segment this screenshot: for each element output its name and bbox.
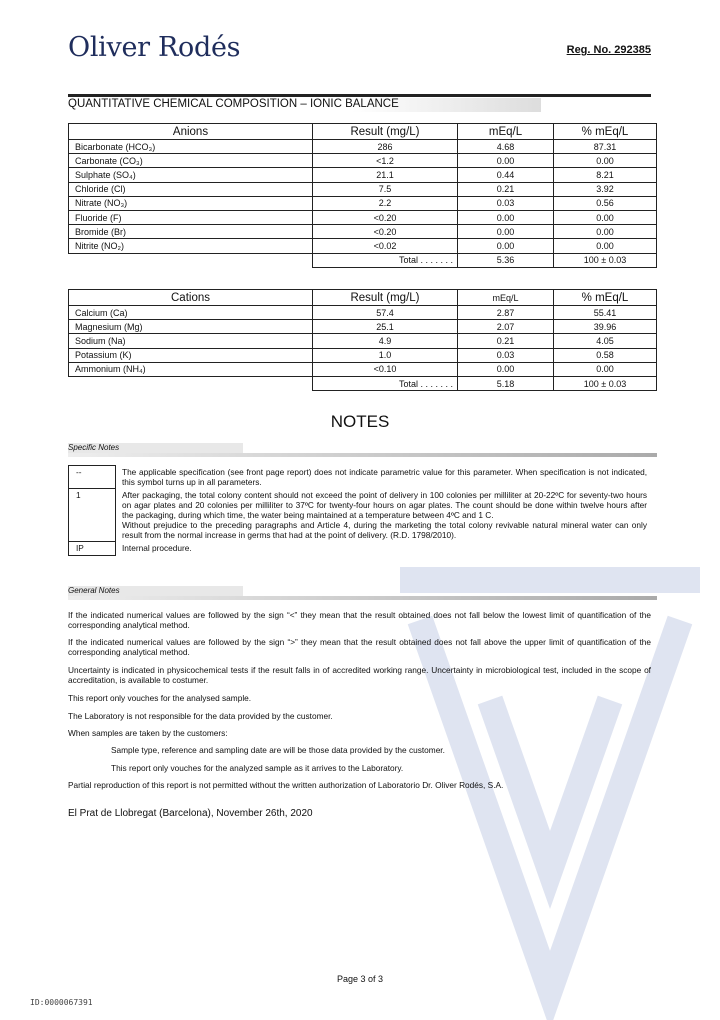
cations-header-row	[69, 290, 657, 306]
table-row	[69, 362, 657, 376]
note-row	[69, 466, 652, 489]
ion-result: 25.1	[313, 320, 458, 334]
general-note-paragraph: If the indicated numerical values are followed by the sign “<” they mean that the result obtained does not fall below the lowest limit of quantification of the corresponding analytical method.	[68, 610, 651, 630]
note-key: IP	[69, 542, 116, 556]
ion-pct: 0.00	[554, 210, 657, 224]
ion-result: 57.4	[313, 306, 458, 320]
ion-result: 1.0	[313, 348, 458, 362]
ion-meq: 0.03	[458, 196, 554, 210]
ion-name: Bromide (Br)	[69, 225, 313, 239]
note-text-continued: Without prejudice to the preceding paragraphs and Article 4, during the marketing the total colony revivable natural mineral water can only result from the normal increase in germs that had at the point of delivery. (R.D. 1798/2010).	[122, 519, 647, 540]
ion-result: 286	[313, 140, 458, 154]
ion-name: Bicarbonate (HCO₃)	[69, 140, 313, 154]
ion-result: 2.2	[313, 196, 458, 210]
ion-pct: 0.58	[554, 348, 657, 362]
ion-name: Chloride (Cl)	[69, 182, 313, 196]
general-note-paragraph: The Laboratory is not responsible for the data provided by the customer.	[68, 711, 333, 721]
ion-pct: 87.31	[554, 140, 657, 154]
total-pct: 100 ± 0.03	[554, 376, 657, 390]
ion-meq: 0.21	[458, 182, 554, 196]
table-row	[69, 239, 657, 253]
ion-meq: 2.07	[458, 320, 554, 334]
meq-header: mEq/L	[458, 290, 554, 306]
result-header: Result (mg/L)	[313, 124, 458, 140]
notes-title: NOTES	[330, 412, 390, 431]
ion-pct: 3.92	[554, 182, 657, 196]
ion-meq: 2.87	[458, 306, 554, 320]
total-meq: 5.18	[458, 376, 554, 390]
ion-pct: 55.41	[554, 306, 657, 320]
anions-total-row	[69, 253, 657, 267]
ion-result: <0.20	[313, 225, 458, 239]
ion-name: Sulphate (SO₄)	[69, 168, 313, 182]
general-note-paragraph: Uncertainty is indicated in physicochemical tests if the result falls in of accredited working range. Uncertainty in microbiological test, included in the scope of accreditation, is available to costumer.	[68, 665, 651, 685]
ion-name: Calcium (Ca)	[69, 306, 313, 320]
ion-pct: 0.00	[554, 225, 657, 239]
total-meq: 5.36	[458, 253, 554, 267]
table-row	[69, 154, 657, 168]
table-row	[69, 196, 657, 210]
general-notes-heading	[68, 586, 657, 597]
note-key: 1	[69, 489, 116, 542]
table-row	[69, 210, 657, 224]
general-note-paragraph: If the indicated numerical values are followed by the sign “>” they mean that the result obtained does not fall above the upper limit of quantification of the corresponding analytical method.	[68, 637, 651, 657]
ion-pct: 4.05	[554, 334, 657, 348]
table-row	[69, 168, 657, 182]
registration-number: Reg. No. 292385	[566, 44, 651, 56]
document-id: ID:0000067391	[30, 998, 93, 1007]
general-note-paragraph: When samples are taken by the customers:	[68, 728, 228, 738]
company-logo: Oliver Rodés	[68, 32, 241, 63]
anions-table	[68, 123, 657, 268]
ion-meq: 0.44	[458, 168, 554, 182]
result-header: Result (mg/L)	[313, 290, 458, 306]
ion-pct: 0.00	[554, 154, 657, 168]
cations-header: Cations	[69, 290, 313, 306]
note-row	[69, 542, 652, 556]
ion-meq: 0.00	[458, 225, 554, 239]
ion-name: Nitrite (NO₂)	[69, 239, 313, 253]
ion-meq: 0.00	[458, 362, 554, 376]
ion-pct: 0.00	[554, 362, 657, 376]
ion-result: <1.2	[313, 154, 458, 168]
general-note-paragraph: Partial reproduction of this report is not permitted without the written authorization of Laboratorio Dr. Oliver Rodés, S.A.	[68, 780, 504, 790]
table-row	[69, 140, 657, 154]
ion-meq: 0.00	[458, 154, 554, 168]
ion-name: Magnesium (Mg)	[69, 320, 313, 334]
ion-meq: 0.21	[458, 334, 554, 348]
page-number: Page 3 of 3	[336, 974, 384, 984]
ion-name: Nitrate (NO₃)	[69, 196, 313, 210]
section-title: QUANTITATIVE CHEMICAL COMPOSITION – IONIC BALANCE	[68, 98, 399, 110]
table-row	[69, 182, 657, 196]
ion-name: Fluoride (F)	[69, 210, 313, 224]
ion-pct: 39.96	[554, 320, 657, 334]
note-text: The applicable specification (see front page report) does not indicate parametric value for this parameter. When specification is not indicated, this symbol turns up in all parameters.	[116, 466, 652, 489]
cations-table	[68, 289, 657, 391]
ion-name: Potassium (K)	[69, 348, 313, 362]
general-notes-label: General Notes	[68, 586, 120, 595]
ion-meq: 4.68	[458, 140, 554, 154]
anions-header: Anions	[69, 124, 313, 140]
total-label: Total . . . . . . .	[313, 376, 458, 390]
ion-result: 21.1	[313, 168, 458, 182]
total-pct: 100 ± 0.03	[554, 253, 657, 267]
ion-pct: 0.00	[554, 239, 657, 253]
table-row	[69, 348, 657, 362]
general-note-indented: This report only vouches for the analyzed sample as it arrives to the Laboratory.	[111, 763, 404, 773]
pct-meq-header: % mEq/L	[554, 290, 657, 306]
note-row	[69, 489, 652, 542]
ion-result: <0.10	[313, 362, 458, 376]
total-label: Total . . . . . . .	[313, 253, 458, 267]
specific-notes-label: Specific Notes	[68, 443, 120, 452]
general-note-paragraph: This report only vouches for the analysed sample.	[68, 693, 252, 703]
ion-name: Sodium (Na)	[69, 334, 313, 348]
meq-header: mEq/L	[458, 124, 554, 140]
ion-result: 4.9	[313, 334, 458, 348]
general-note-indented: Sample type, reference and sampling date are will be those data provided by the customer.	[111, 745, 445, 755]
ion-meq: 0.03	[458, 348, 554, 362]
table-row	[69, 334, 657, 348]
anions-header-row	[69, 124, 657, 140]
ion-result: 7.5	[313, 182, 458, 196]
ion-name: Ammonium (NH₄)	[69, 362, 313, 376]
specific-notes-table	[68, 465, 651, 556]
specific-notes-heading	[68, 443, 657, 454]
table-row	[69, 225, 657, 239]
pct-meq-header: % mEq/L	[554, 124, 657, 140]
note-text: Internal procedure.	[116, 542, 652, 556]
place-and-date: El Prat de Llobregat (Barcelona), November 26th, 2020	[68, 808, 313, 819]
ion-meq: 0.00	[458, 210, 554, 224]
ion-name: Carbonate (CO₃)	[69, 154, 313, 168]
note-key: --	[69, 466, 116, 489]
ion-pct: 8.21	[554, 168, 657, 182]
ion-result: <0.02	[313, 239, 458, 253]
cations-total-row	[69, 376, 657, 390]
ion-pct: 0.56	[554, 196, 657, 210]
ion-meq: 0.00	[458, 239, 554, 253]
ion-result: <0.20	[313, 210, 458, 224]
table-row	[69, 306, 657, 320]
note-text: After packaging, the total colony content should not exceed the point of delivery in 100 colonies per milliliter at 20-22ºC for seventy-two hours on agar plates and 20 colonies per milliliter to 37ºC for twenty-four hours on agar plates. The count should be done within twelve hours after the packaging, during which time, the water being maintained at a temperature between 4ºC and 1 C.	[122, 489, 647, 520]
table-row	[69, 320, 657, 334]
header-divider	[68, 94, 651, 97]
